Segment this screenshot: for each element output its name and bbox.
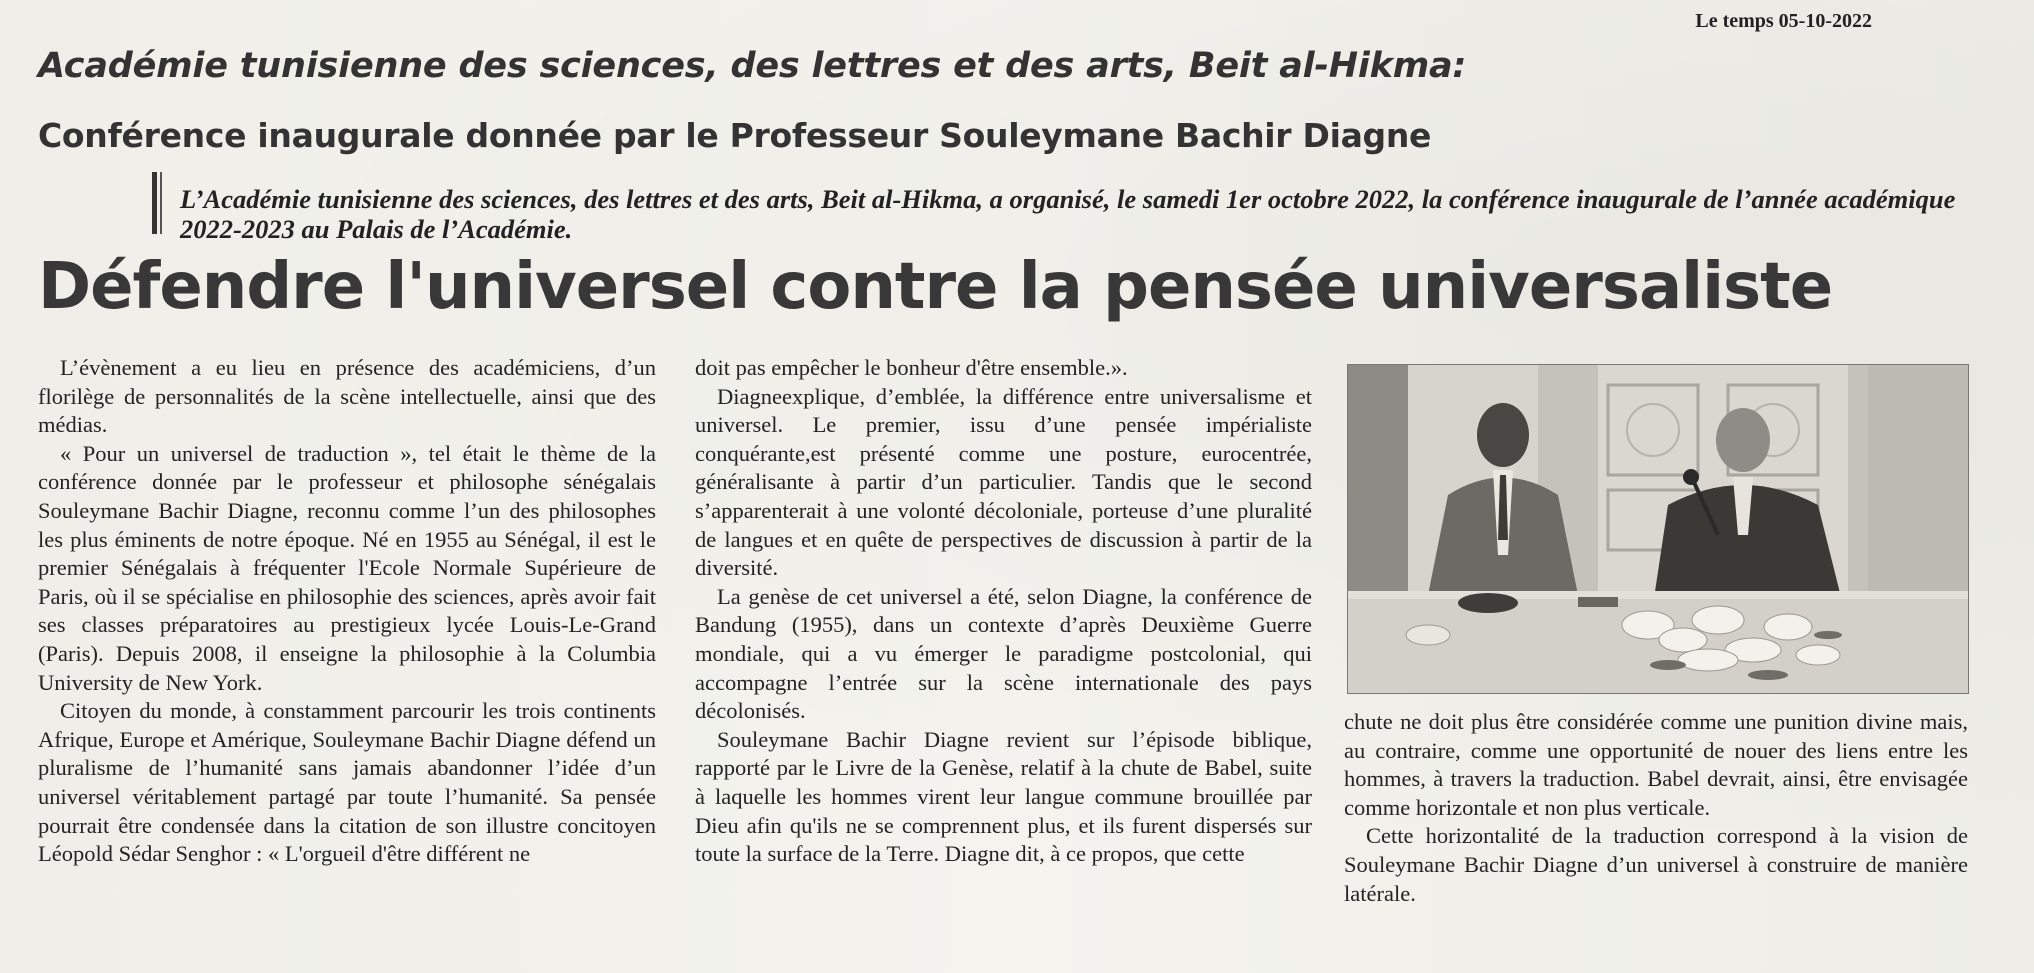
col1-paragraph: « Pour un universel de traduction », tel était le thème de la conférence donnée par le professeur et philosophe sénégalais Souleymane Bachir Diagne, reconnu comme l’un des philosophes les plus éminents de notre époque. Né en 1955 au Sénégal, il est le premier Sénégalais à fréquenter l'Ecole Normale Supérieure de Paris, où il se spécialise en philosophie des sciences, après avoir fait ses classes préparatoires au prestigieux lycée Louis-Le-Grand (Paris). Depuis 2008, il enseigne la philosophie à la Columbia University de New York. xyxy=(38,440,656,695)
photo-illustration xyxy=(1348,365,1968,693)
col3-paragraph: chute ne doit plus être considérée comme une punition divine mais, au contraire, comme une opportunité de nouer des liens entre les hommes, à travers la traduction. Babel devrait, ainsi, être envisagée comme horizontale et non plus verticale. xyxy=(1344,709,1968,820)
col2-paragraph: doit pas empêcher le bonheur d'être ensemble.». xyxy=(695,355,1128,380)
col2-paragraph: Souleymane Bachir Diagne revient sur l’épisode biblique, rapporté par le Livre de la Genèse, relatif à la chute de Babel, suite à laquelle les hommes virent leur langue commune brouillée par Dieu afin qu'ils ne se comprennent plus, et ils furent dispersés sur toute la surface de la Terre. Diagne dit, à ce propos, que cette xyxy=(695,726,1312,867)
lead-rule-thin xyxy=(160,172,162,234)
col2-paragraph: Diagneexplique, d’emblée, la différence entre universalisme et universel. Le premier, issu d’une pensée impérialiste conquérante,est présenté comme une posture, eurocentrée, généralisante à partir d’un particulier. Tandis que le second s’apparenterait à une volonté décoloniale, porteuse d’une pluralité de langues et en quête de perspectives de discussion à partir de la diversité. xyxy=(695,383,1312,581)
subhead-title: Conférence inaugurale donnée par le Professeur Souleymane Bachir Diagne xyxy=(38,116,1432,155)
col1-paragraph: L’évènement a eu lieu en présence des académiciens, d’un florilège de personnalités de la scène intellectuelle, ainsi que des médias. xyxy=(38,355,656,438)
col2-paragraph: La genèse de cet universel a été, selon Diagne, la conférence de Bandung (1955), dans un contexte d’après Deuxième Guerre mondiale, qui a vu émerger le paradigme postcolonial, qui accompagne l’entrée sur la scène internationale des pays décolonisés. xyxy=(695,583,1312,724)
article-column-1 xyxy=(38,354,656,869)
article-headline: Défendre l'universel contre la pensée universaliste xyxy=(38,250,1833,324)
col3-paragraph: Cette horizontalité de la traduction correspond à la vision de Souleymane Bachir Diagne d’un universel à construire de manière latérale. xyxy=(1344,823,1968,906)
kicker-title: Académie tunisienne des sciences, des lettres et des arts, Beit al-Hikma: xyxy=(38,46,1467,86)
lead-paragraph: L’Académie tunisienne des sciences, des lettres et des arts, Beit al-Hikma, a organisé, le samedi 1er octobre 2022, la conférence inaugurale de l’année académique 2022-2023 au Palais de l’Académie. xyxy=(180,184,1956,244)
article-column-3 xyxy=(1344,708,1968,908)
col1-paragraph: Citoyen du monde, à constamment parcourir les trois continents Afrique, Europe et Amérique, Souleymane Bachir Diagne défend un pluralisme de l’humanité sans jamais abandonner l’idée d’un universel véritablement partagé par toute l’humanité. Sa pensée pourrait être condensée dans la citation de son illustre concitoyen Léopold Sédar Senghor : « L'orgueil d'être différent ne xyxy=(38,698,656,867)
lead-rule xyxy=(152,172,157,234)
article-column-2 xyxy=(695,354,1312,869)
conference-photo xyxy=(1347,364,1969,694)
source-date: Le temps 05-10-2022 xyxy=(1695,10,1872,32)
